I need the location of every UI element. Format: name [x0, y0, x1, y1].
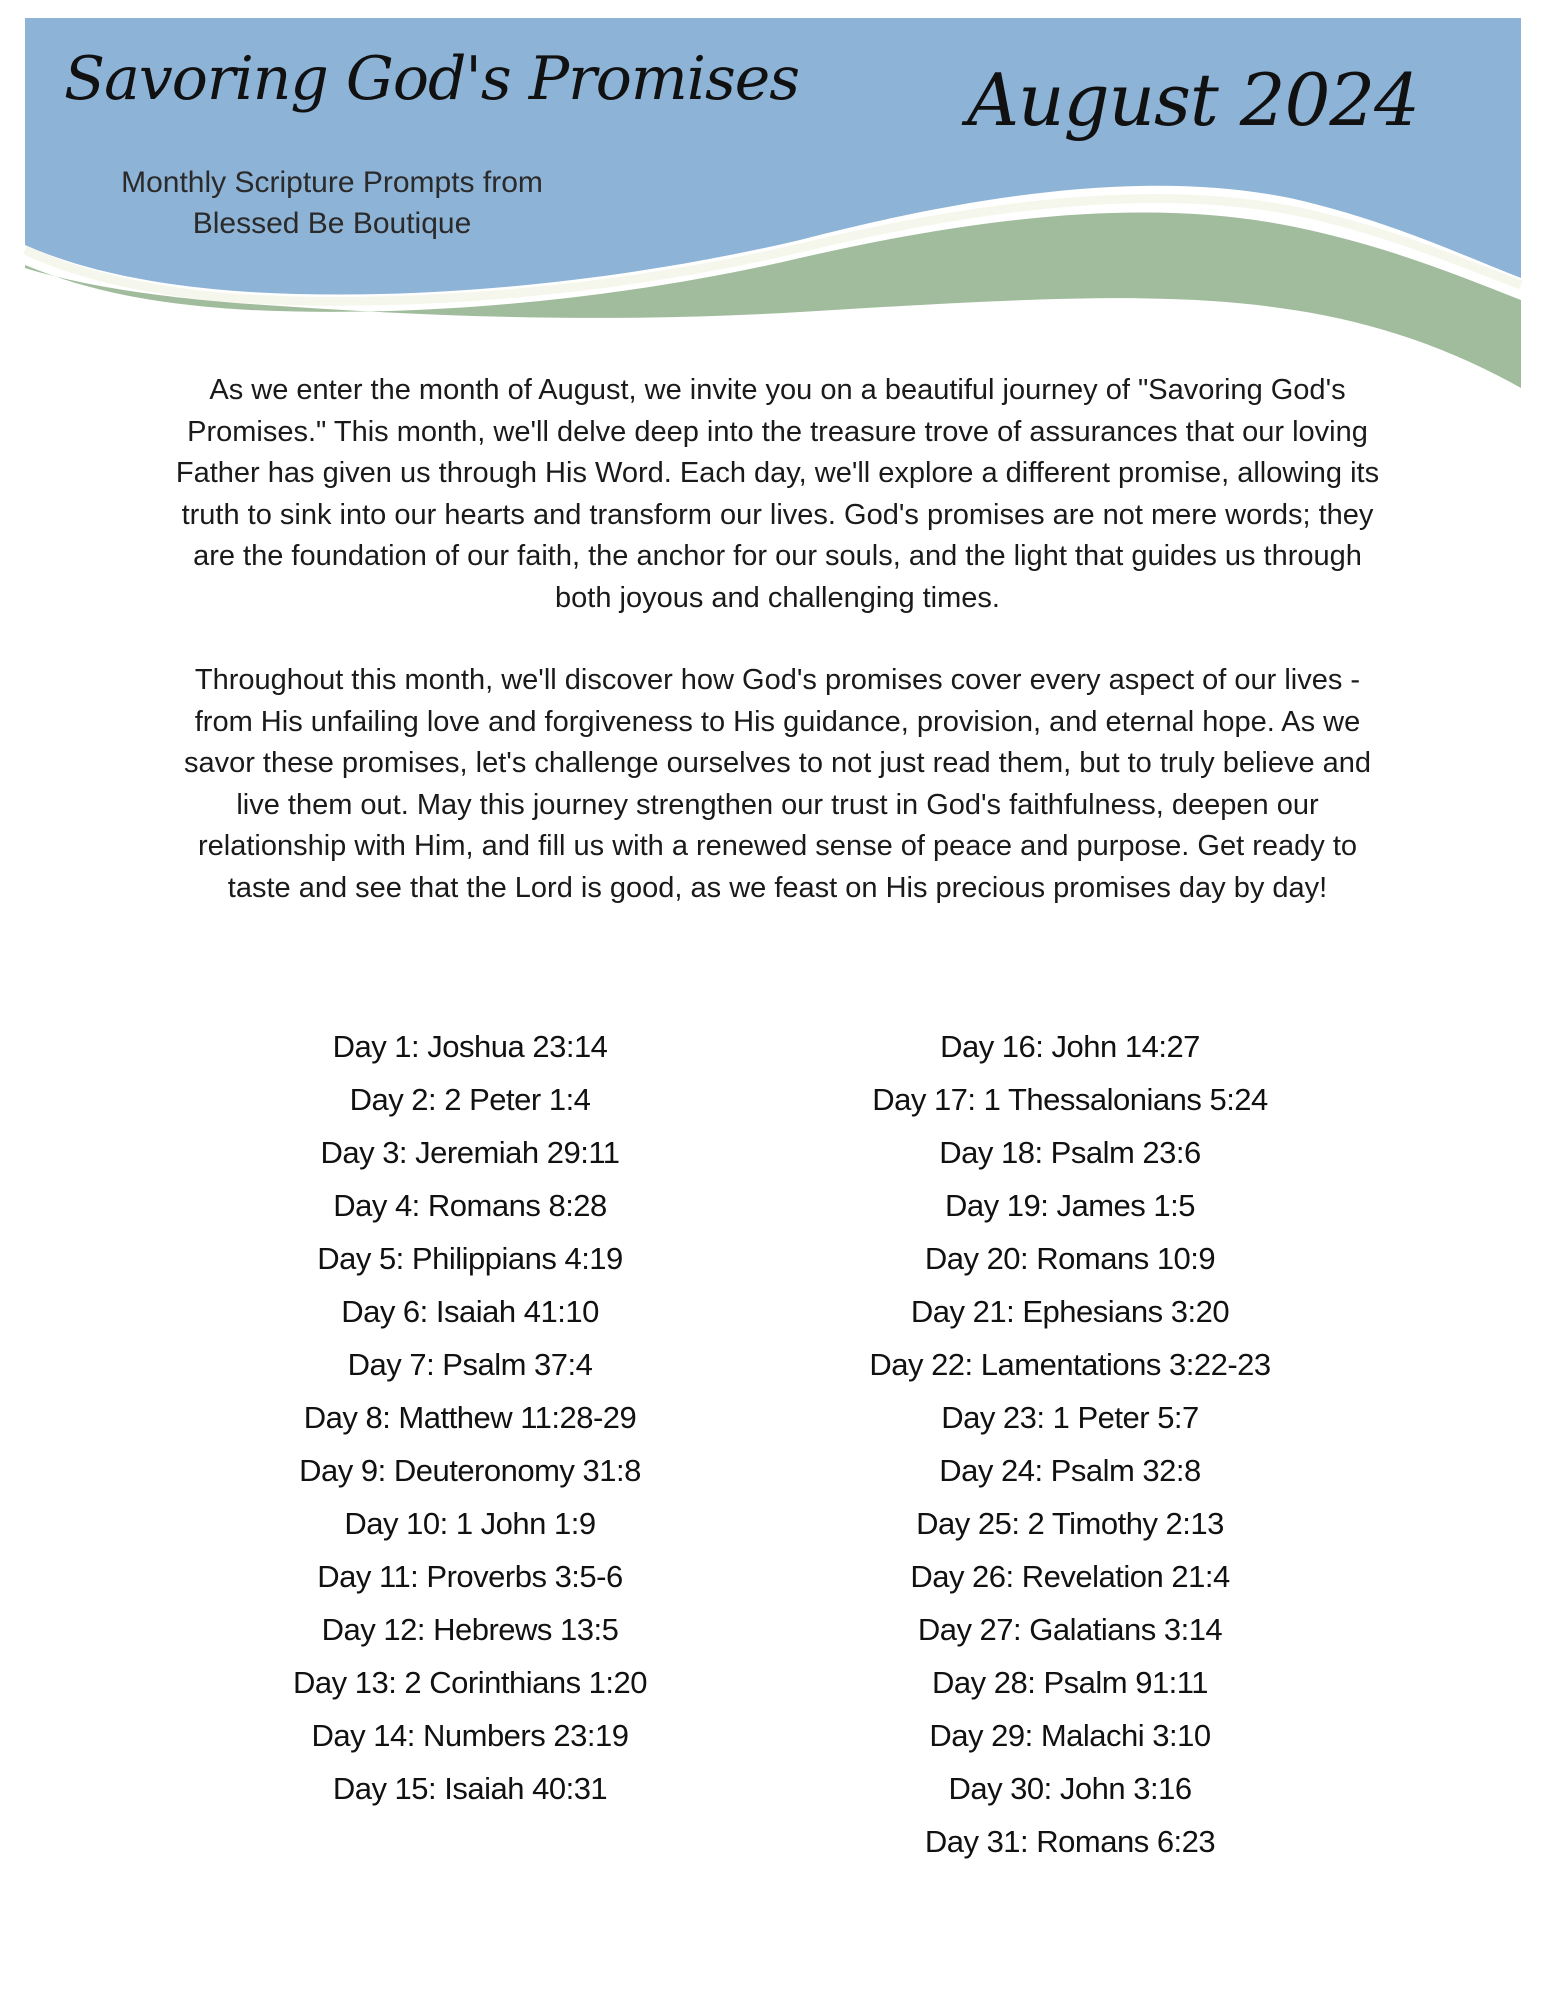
- reading-item: Day 11: Proverbs 3:5-6: [317, 1559, 623, 1594]
- reading-item: Day 18: Psalm 23:6: [939, 1135, 1201, 1170]
- reading-item: Day 29: Malachi 3:10: [929, 1718, 1211, 1753]
- reading-item: Day 19: James 1:5: [945, 1188, 1195, 1223]
- reading-item: Day 27: Galatians 3:14: [917, 1612, 1223, 1647]
- intro-text: [170, 370, 1385, 909]
- reading-item: Day 7: Psalm 37:4: [347, 1347, 593, 1382]
- reading-item: Day 16: John 14:27: [940, 1029, 1200, 1064]
- subtitle-line: Blessed Be Boutique: [192, 207, 472, 240]
- reading-item: Day 10: 1 John 1:9: [344, 1506, 596, 1541]
- intro-paragraph: Throughout this month, we'll discover how God's promises cover every aspect of our lives - from His unfailing love and forgiveness to His guidance, provision, and eternal hope. As we savor these promises, let's challenge ourselves to not just read them, but to truly believe and live them out. May this journey strengthen our trust in God's faithfulness, deepen our relationship with Him, and fill us with a renewed sense of peace and purpose. Get ready to taste and see that the Lord is good, as we feast on His precious promises day by day!: [183, 664, 1372, 904]
- reading-item: Day 15: Isaiah 40:31: [332, 1771, 608, 1806]
- reading-plan-right-column: [830, 1020, 1310, 1868]
- reading-item: Day 26: Revelation 21:4: [910, 1559, 1230, 1594]
- reading-item: Day 9: Deuteronomy 31:8: [299, 1453, 641, 1488]
- reading-item: Day 6: Isaiah 41:10: [341, 1294, 599, 1329]
- reading-item: Day 14: Numbers 23:19: [311, 1718, 629, 1753]
- subtitle-line: Monthly Scripture Prompts from: [121, 166, 543, 199]
- reading-item: Day 20: Romans 10:9: [924, 1241, 1216, 1276]
- page-title: Savoring God's Promises: [64, 44, 800, 114]
- reading-item: Day 31: Romans 6:23: [924, 1824, 1216, 1859]
- reading-item: Day 3: Jeremiah 29:11: [320, 1135, 620, 1170]
- reading-plan-left-column: [230, 1020, 710, 1815]
- reading-item: Day 24: Psalm 32:8: [939, 1453, 1201, 1488]
- intro-paragraph: As we enter the month of August, we invite you on a beautiful journey of "Savoring God's Promises." This month, we'll delve deep into the treasure trove of assurances that our loving Father has given us through His Word. Each day, we'll explore a different promise, allowing its truth to sink into our hearts and transform our lives. God's promises are not mere words; they are the foundation of our faith, the anchor for our souls, and the light that guides us through both joyous and challenging times.: [175, 374, 1380, 614]
- reading-item: Day 30: John 3:16: [948, 1771, 1192, 1806]
- reading-item: Day 25: 2 Timothy 2:13: [916, 1506, 1224, 1541]
- reading-item: Day 13: 2 Corinthians 1:20: [292, 1665, 648, 1700]
- reading-item: Day 23: 1 Peter 5:7: [941, 1400, 1199, 1435]
- reading-item: Day 28: Psalm 91:11: [932, 1665, 1208, 1700]
- month-label: August 2024: [967, 58, 1419, 142]
- reading-item: Day 17: 1 Thessalonians 5:24: [872, 1082, 1268, 1117]
- reading-item: Day 2: 2 Peter 1:4: [349, 1082, 591, 1117]
- reading-item: Day 5: Philippians 4:19: [317, 1241, 623, 1276]
- reading-item: Day 4: Romans 8:28: [333, 1188, 607, 1223]
- reading-item: Day 12: Hebrews 13:5: [321, 1612, 619, 1647]
- reading-item: Day 22: Lamentations 3:22-23: [869, 1347, 1271, 1382]
- reading-item: Day 8: Matthew 11:28-29: [303, 1400, 637, 1435]
- reading-item: Day 21: Ephesians 3:20: [910, 1294, 1230, 1329]
- reading-item: Day 1: Joshua 23:14: [332, 1029, 608, 1064]
- page-subtitle: [62, 162, 602, 244]
